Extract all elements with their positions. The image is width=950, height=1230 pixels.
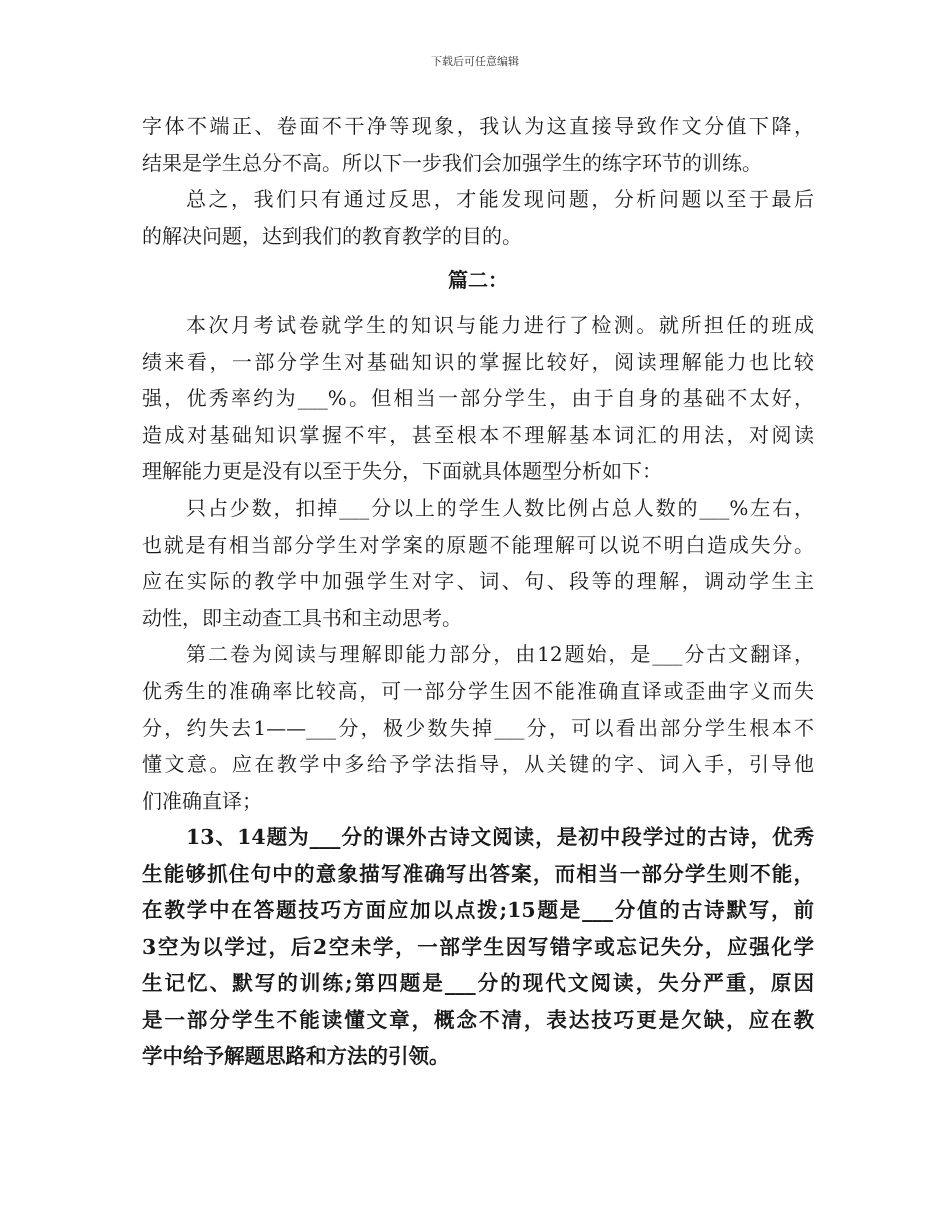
text-line: 结果是学生总分不高。所以下一步我们会加强学生的练字环节的训练。 bbox=[142, 150, 762, 175]
paragraph-6 bbox=[142, 819, 814, 1075]
paragraph-1 bbox=[142, 108, 814, 181]
text-line: 只占少数，扣掉___分以上的学生人数比例占总人数的___%左右， bbox=[186, 495, 814, 520]
text-line: 学中给予解题思路和方法的引领。 bbox=[142, 1044, 450, 1069]
text-line: 分，约失去1——___分，极少数失掉___分，可以看出部分学生根本不 bbox=[142, 715, 814, 740]
text-line: 第二卷为阅读与理解即能力部分，由12题始，是___分古文翻译， bbox=[186, 642, 814, 667]
text-line: 总之，我们只有通过反思，才能发现问题，分析问题以至于最后 bbox=[186, 187, 814, 212]
text-line: 字体不端正、卷面不干净等现象，我认为这直接导致作文分值下降， bbox=[142, 114, 814, 138]
text-line: 13、14题为___分的课外古诗文阅读，是初中段学过的古诗，优秀 bbox=[186, 825, 814, 850]
text-line: 懂文意。应在教学中多给予学法指导，从关键的字、词入手，引导他 bbox=[142, 752, 814, 777]
text-line: 应在实际的教学中加强学生对字、词、句、段等的理解，调动学生主 bbox=[142, 569, 814, 594]
text-line: 生能够抓住句中的意象描写准确写出答案，而相当一部分学生则不能， bbox=[142, 861, 814, 886]
text-line: 理解能力更是没有以至于失分，下面就具体题型分析如下： bbox=[142, 459, 662, 484]
text-line: 在教学中在答题技巧方面应加以点拨;15题是___分值的古诗默写，前 bbox=[142, 898, 814, 923]
text-line: 优秀生的准确率比较高，可一部分学生因不能准确直译或歪曲字义而失 bbox=[142, 678, 814, 703]
text-line: 的解决问题，达到我们的教育教学的目的。 bbox=[142, 223, 522, 248]
text-line: 生记忆、默写的训练;第四题是___分的现代文阅读，失分严重，原因 bbox=[142, 971, 814, 996]
paragraph-4 bbox=[142, 490, 814, 636]
document-body bbox=[142, 108, 814, 1075]
text-line: 是一部分学生不能读懂文章，概念不清，表达技巧更是欠缺，应在教 bbox=[142, 1007, 814, 1032]
text-line: 造成对基础知识掌握不牢，甚至根本不理解基本词汇的用法，对阅读 bbox=[142, 422, 814, 447]
section-title: 篇二： bbox=[448, 268, 508, 293]
text-line: 动性，即主动查工具书和主动思考。 bbox=[142, 605, 462, 630]
paragraph-5 bbox=[142, 636, 814, 819]
text-line: 本次月考试卷就学生的知识与能力进行了检测。就所担任的班成 bbox=[186, 312, 814, 337]
text-line: 强，优秀率约为___%。但相当一部分学生，由于自身的基础不太好， bbox=[142, 386, 814, 411]
text-line: 3空为以学过，后2空未学，一部学生因写错字或忘记失分，应强化学 bbox=[142, 934, 814, 959]
text-line: 们准确直译； bbox=[142, 788, 262, 813]
text-line: 也就是有相当部分学生对学案的原题不能理解可以说不明白造成失分。 bbox=[142, 532, 814, 557]
page-header: 下载后可任意编辑 bbox=[431, 55, 519, 68]
paragraph-2 bbox=[142, 181, 814, 254]
text-line: 绩来看，一部分学生对基础知识的掌握比较好，阅读理解能力也比较 bbox=[142, 349, 814, 374]
paragraph-3 bbox=[142, 307, 814, 490]
